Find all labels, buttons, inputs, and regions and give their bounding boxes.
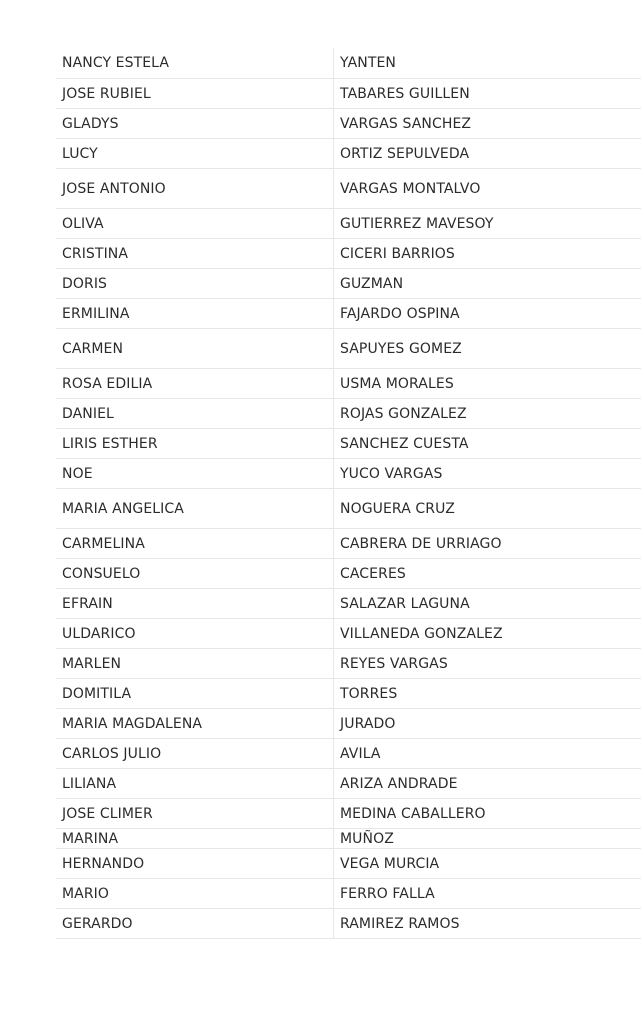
table-row	[56, 329, 641, 369]
first-name-cell: HERNANDO	[56, 849, 334, 878]
table-row	[56, 709, 641, 739]
last-name-cell: ROJAS GONZALEZ	[340, 405, 467, 422]
first-name-cell: LIRIS ESTHER	[56, 429, 334, 458]
first-name-cell: CARMEN	[56, 329, 334, 368]
last-name-cell: USMA MORALES	[340, 375, 454, 392]
first-name-cell: NANCY ESTELA	[56, 48, 334, 78]
table-row	[56, 169, 641, 209]
last-name-cell: VILLANEDA GONZALEZ	[340, 625, 503, 642]
last-name-cell: TORRES	[340, 685, 398, 702]
last-name-cell: SANCHEZ CUESTA	[340, 435, 469, 452]
first-name-cell: MARIA ANGELICA	[56, 489, 334, 528]
first-name-cell: OLIVA	[56, 209, 334, 238]
last-name-cell: AVILA	[340, 745, 381, 762]
table-row	[56, 48, 641, 79]
last-name-cell: FAJARDO OSPINA	[340, 305, 460, 322]
table-row	[56, 369, 641, 399]
last-name-cell: YUCO VARGAS	[340, 465, 443, 482]
last-name-cell: MUÑOZ	[340, 830, 394, 847]
last-name-cell: RAMIREZ RAMOS	[340, 915, 460, 932]
first-name-cell: CARLOS JULIO	[56, 739, 334, 768]
table-row	[56, 829, 641, 849]
table-row	[56, 399, 641, 429]
table-row	[56, 679, 641, 709]
last-name-cell: NOGUERA CRUZ	[340, 500, 455, 517]
last-name-cell: FERRO FALLA	[340, 885, 435, 902]
last-name-cell: VARGAS SANCHEZ	[340, 115, 472, 132]
first-name-cell: MARLEN	[56, 649, 334, 678]
first-name-cell: JOSE ANTONIO	[56, 169, 334, 208]
first-name-cell: JOSE CLIMER	[56, 799, 334, 828]
table-row	[56, 739, 641, 769]
first-name-cell: EFRAIN	[56, 589, 334, 618]
last-name-cell: TABARES GUILLEN	[340, 85, 470, 102]
last-name-cell: SAPUYES GOMEZ	[340, 340, 462, 357]
first-name-cell: ROSA EDILIA	[56, 369, 334, 398]
last-name-cell: CACERES	[340, 565, 406, 582]
last-name-cell: YANTEN	[340, 55, 396, 71]
last-name-cell: CABRERA DE URRIAGO	[340, 535, 502, 552]
table-row	[56, 559, 641, 589]
last-name-cell: JURADO	[340, 715, 396, 732]
table-row	[56, 459, 641, 489]
last-name-cell: GUZMAN	[340, 275, 404, 292]
table-row	[56, 139, 641, 169]
last-name-cell: GUTIERREZ MAVESOY	[340, 215, 494, 232]
table-row	[56, 489, 641, 529]
first-name-cell: ERMILINA	[56, 299, 334, 328]
table-row	[56, 619, 641, 649]
names-table	[56, 48, 641, 939]
first-name-cell: LUCY	[56, 139, 334, 168]
first-name-cell: LILIANA	[56, 769, 334, 798]
first-name-cell: GLADYS	[56, 109, 334, 138]
table-row	[56, 299, 641, 329]
last-name-cell: ARIZA ANDRADE	[340, 775, 458, 792]
table-row	[56, 769, 641, 799]
first-name-cell: NOE	[56, 459, 334, 488]
table-row	[56, 429, 641, 459]
first-name-cell: MARINA	[56, 829, 334, 848]
last-name-cell: MEDINA CABALLERO	[340, 805, 486, 822]
table-row	[56, 79, 641, 109]
first-name-cell: CRISTINA	[56, 239, 334, 268]
last-name-cell: CICERI BARRIOS	[340, 245, 455, 262]
first-name-cell: CONSUELO	[56, 559, 334, 588]
table-row	[56, 239, 641, 269]
table-row	[56, 589, 641, 619]
last-name-cell: REYES VARGAS	[340, 655, 448, 672]
table-row	[56, 209, 641, 239]
table-row	[56, 849, 641, 879]
first-name-cell: ULDARICO	[56, 619, 334, 648]
last-name-cell: SALAZAR LAGUNA	[340, 595, 470, 612]
first-name-cell: GERARDO	[56, 909, 334, 938]
table-row	[56, 649, 641, 679]
first-name-cell: DORIS	[56, 269, 334, 298]
last-name-cell: ORTIZ SEPULVEDA	[340, 145, 470, 162]
table-row	[56, 799, 641, 829]
table-row	[56, 879, 641, 909]
first-name-cell: DANIEL	[56, 399, 334, 428]
first-name-cell: JOSE RUBIEL	[56, 79, 334, 108]
table-row	[56, 529, 641, 559]
table-row	[56, 909, 641, 939]
table-row	[56, 269, 641, 299]
last-name-cell: VARGAS MONTALVO	[340, 180, 481, 197]
first-name-cell: MARIO	[56, 879, 334, 908]
last-name-cell: VEGA MURCIA	[340, 855, 440, 872]
first-name-cell: CARMELINA	[56, 529, 334, 558]
table-row	[56, 109, 641, 139]
first-name-cell: DOMITILA	[56, 679, 334, 708]
first-name-cell: MARIA MAGDALENA	[56, 709, 334, 738]
